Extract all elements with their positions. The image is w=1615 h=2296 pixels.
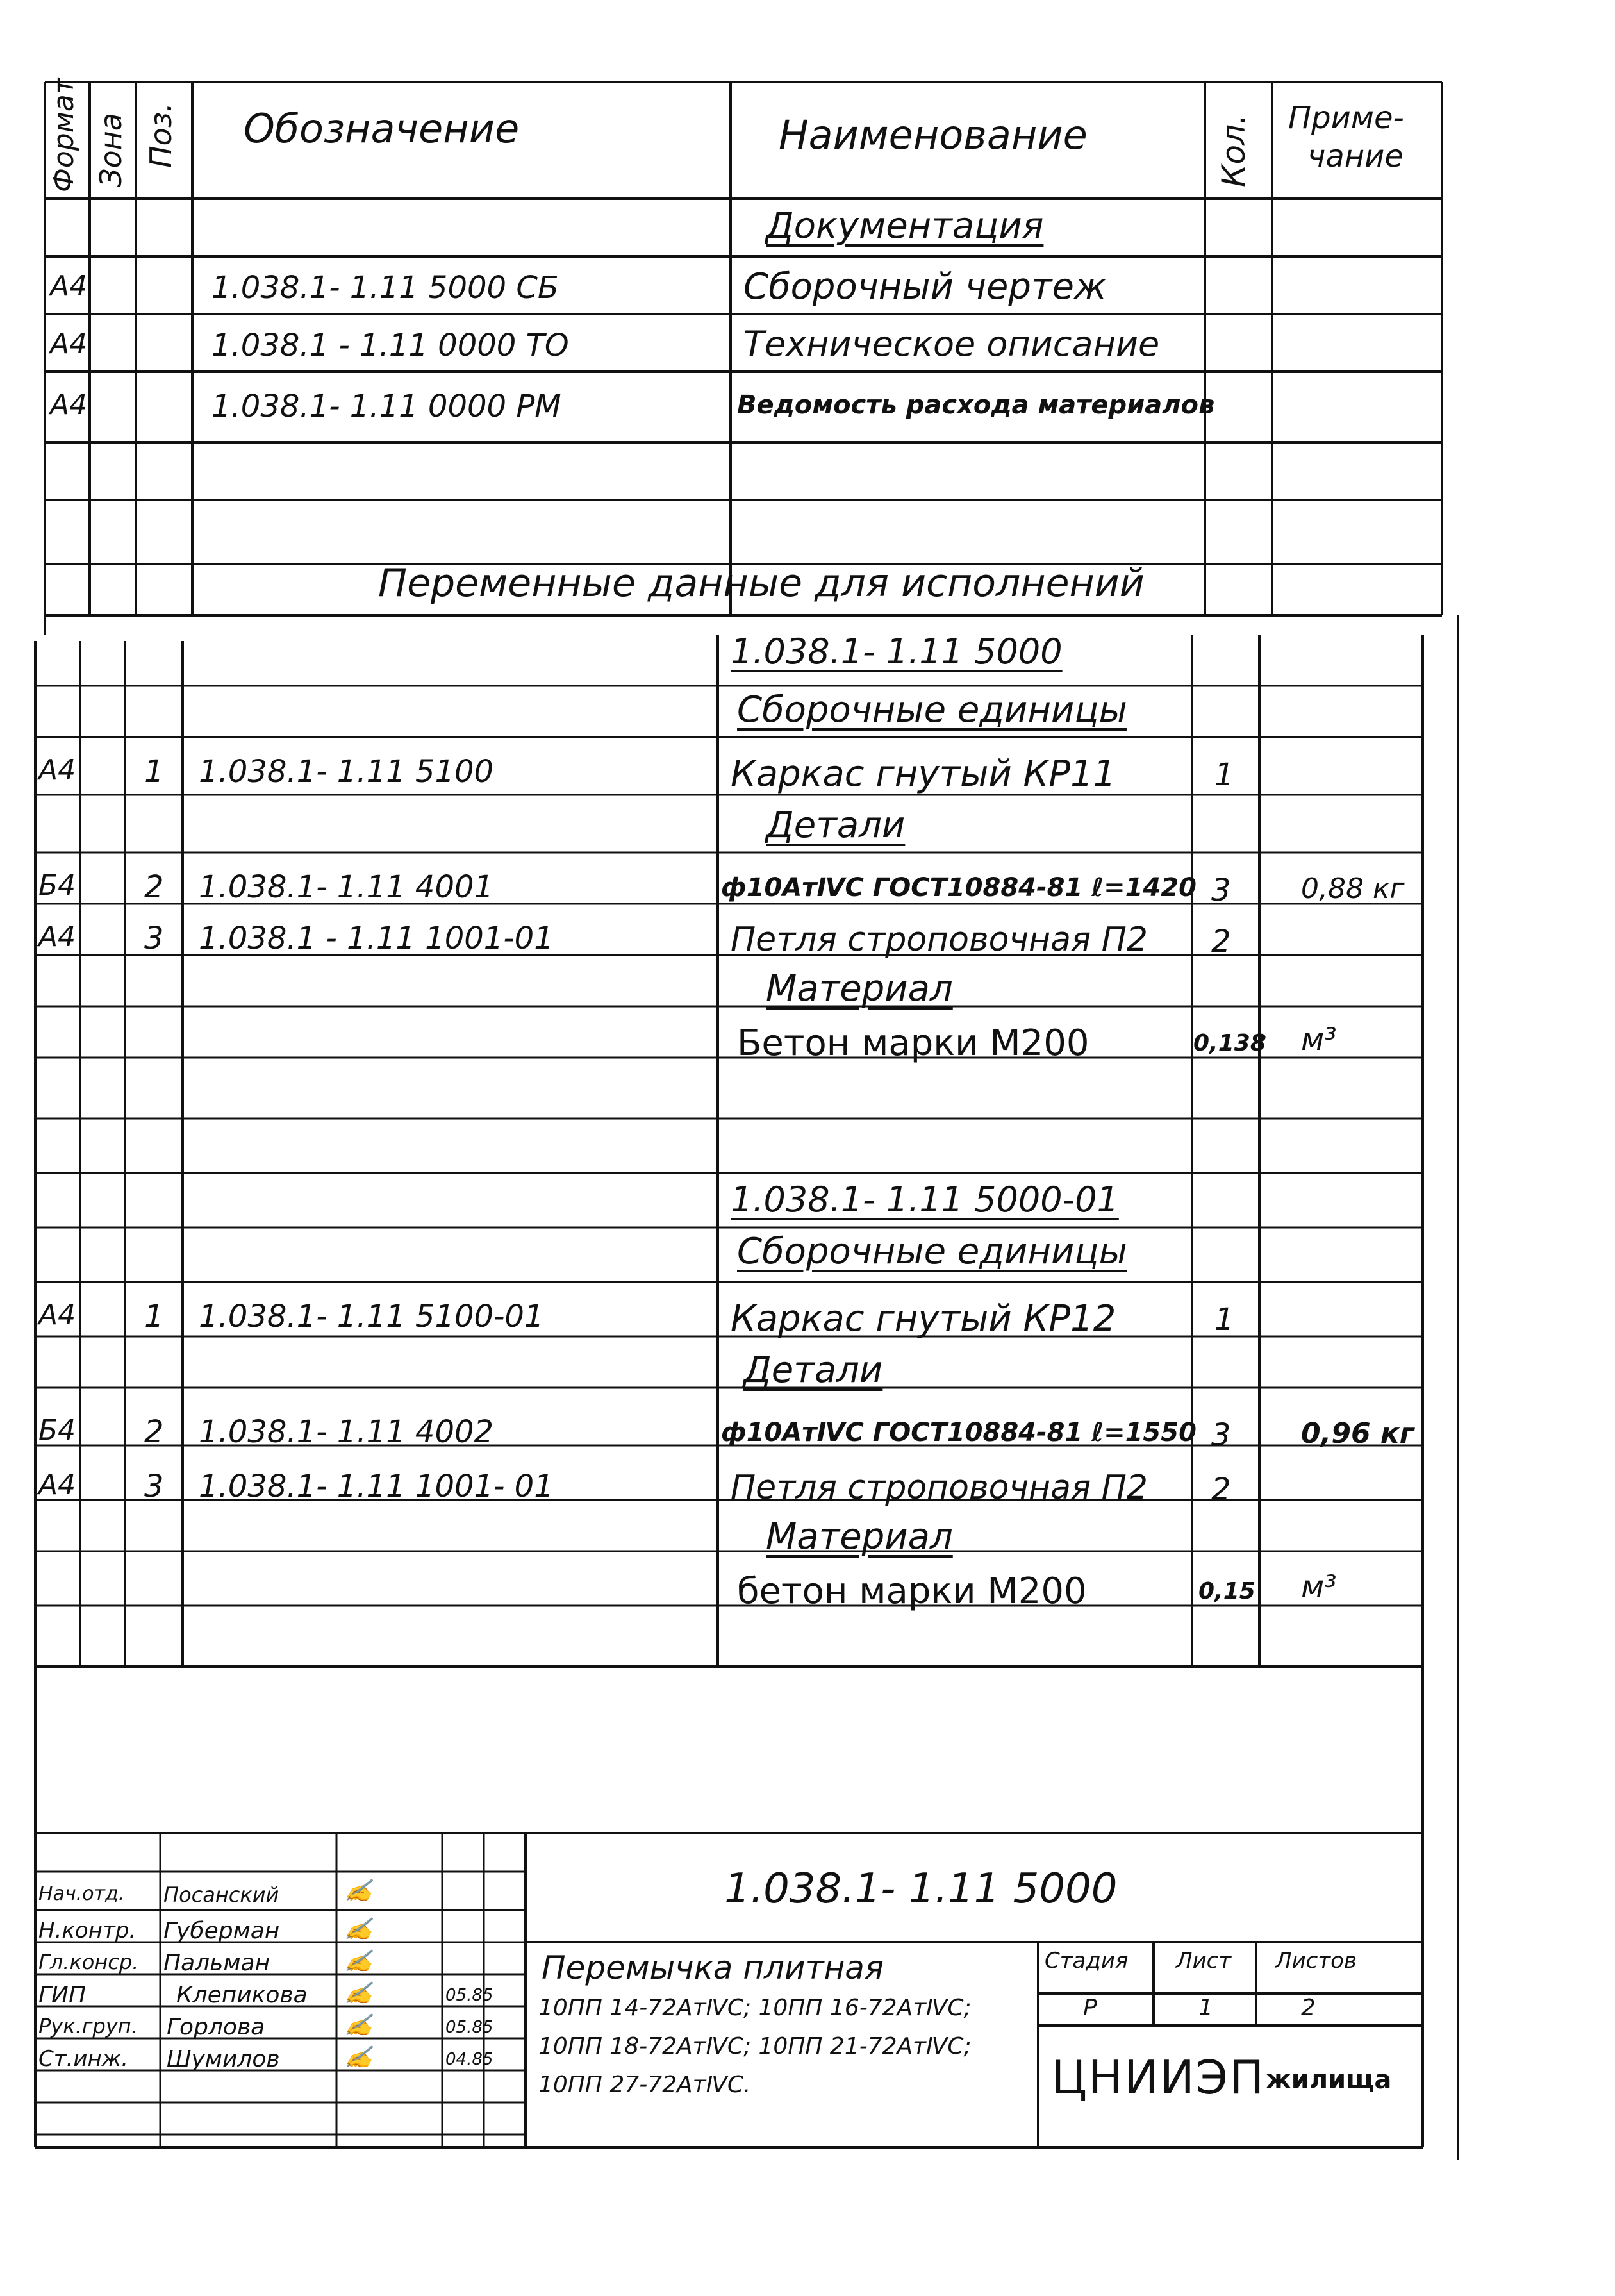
sheet-value: 1 (1198, 1995, 1213, 2021)
v2-material-name: бетон марки М200 (737, 1570, 1087, 1612)
v1-detail1-pos: 2 (144, 869, 164, 905)
variant2-assemblies-title: Сборочные единицы (737, 1231, 1127, 1272)
v1-detail1-designation: 1.038.1- 1.11 4001 (199, 869, 494, 905)
sig-name-2: Губерман (163, 1918, 280, 1944)
v2-detail2-pos: 3 (144, 1468, 164, 1504)
v2-detail1-pos: 2 (144, 1414, 164, 1450)
signature-6: ✍ (342, 2045, 377, 2070)
org-sub: жилища (1266, 2065, 1392, 2095)
v2-detail1-note: 0,96 кг (1301, 1417, 1414, 1450)
v1-detail1-name: ф10АтⅣС ГОСТ10884-81 ℓ=1420 (721, 873, 1197, 903)
v2-assembly-designation: 1.038.1- 1.11 5100-01 (199, 1299, 544, 1335)
title-block-code: 1.038.1- 1.11 5000 (724, 1865, 1118, 1913)
doc-format-2: А4 (50, 328, 88, 360)
v1-material-title: Материал (766, 968, 953, 1010)
header-designation: Обозначение (244, 105, 520, 152)
v2-material-title: Материал (766, 1516, 953, 1558)
doc-name-2: Техническое описание (743, 324, 1160, 364)
sig-date-6: 04.85 (445, 2050, 493, 2069)
sig-role-6: Ст.инж. (38, 2046, 129, 2072)
header-note-line2: чание (1307, 138, 1404, 174)
signature-1: ✍ (342, 1878, 377, 1904)
signature-3: ✍ (342, 1949, 377, 1974)
sig-name-1: Посанский (163, 1883, 279, 1907)
doc-format-3: А4 (50, 388, 88, 421)
v2-detail2-qty: 2 (1211, 1472, 1231, 1508)
header-pos: Поз. (144, 103, 178, 168)
sig-name-6: Шумилов (167, 2046, 280, 2072)
v2-detail2-format: А4 (38, 1468, 76, 1501)
section-documentation: Документация (766, 205, 1044, 247)
sig-name-3: Пальман (163, 1950, 270, 1976)
sig-name-5: Горлова (167, 2014, 265, 2040)
doc-designation-1: 1.038.1- 1.11 5000 СБ (211, 270, 559, 306)
sheets-label: Листов (1275, 1948, 1357, 1974)
signature-5: ✍ (342, 2013, 377, 2038)
v1-assembly-pos: 1 (144, 754, 164, 790)
v2-assembly-pos: 1 (144, 1299, 164, 1335)
sig-role-5: Рук.груп. (38, 2014, 138, 2038)
stage-value: Р (1083, 1995, 1097, 2021)
v1-detail2-designation: 1.038.1 - 1.11 1001-01 (199, 920, 554, 956)
v1-detail1-note: 0,88 кг (1301, 872, 1405, 905)
v2-detail1-format: Б4 (38, 1414, 76, 1447)
product-line-3: 10ПП 18-72АтⅣС; 10ПП 21-72АтⅣС; (538, 2033, 972, 2059)
v1-detail1-format: Б4 (38, 869, 76, 902)
sig-role-3: Гл.конср. (38, 1950, 139, 1974)
v1-material-qty: 0,138 (1193, 1030, 1266, 1056)
header-name: Наименование (779, 112, 1088, 158)
doc-format-1: А4 (50, 270, 88, 303)
v1-detail2-name: Петля строповочная П2 (731, 920, 1148, 959)
v1-detail2-pos: 3 (144, 920, 164, 956)
product-line-2: 10ПП 14-72АтⅣС; 10ПП 16-72АтⅣС; (538, 1995, 972, 2021)
sig-role-2: Н.контр. (38, 1918, 137, 1943)
sig-role-1: Нач.отд. (38, 1883, 125, 1905)
doc-name-1: Сборочный чертеж (743, 266, 1107, 308)
v2-assembly-qty: 1 (1214, 1302, 1234, 1338)
v2-assembly-name: Каркас гнутый КР12 (731, 1298, 1116, 1340)
v1-material-note: м³ (1301, 1022, 1337, 1058)
variant2-code: 1.038.1- 1.11 5000-01 (731, 1179, 1119, 1220)
v2-detail1-qty: 3 (1211, 1417, 1231, 1453)
v1-detail1-qty: 3 (1211, 872, 1231, 908)
v2-detail1-name: ф10АтⅣС ГОСТ10884-81 ℓ=1550 (721, 1418, 1197, 1447)
v2-detail2-designation: 1.038.1- 1.11 1001- 01 (199, 1468, 554, 1504)
sig-role-4: ГИП (38, 1982, 87, 2008)
variable-data-heading: Переменные данные для исполнений (378, 561, 1145, 606)
v2-details-title: Детали (743, 1349, 883, 1391)
v2-material-note: м³ (1301, 1569, 1337, 1605)
v1-assembly-designation: 1.038.1- 1.11 5100 (199, 754, 494, 790)
signature-2: ✍ (342, 1917, 377, 1942)
v2-material-qty: 0,15 (1198, 1578, 1255, 1604)
org-main: ЦНИИЭП (1051, 2051, 1266, 2104)
v1-assembly-format: А4 (38, 754, 76, 786)
product-line-4: 10ПП 27-72АтⅣС. (538, 2072, 751, 2098)
v1-assembly-qty: 1 (1214, 757, 1234, 793)
v1-assembly-name: Каркас гнутый КР11 (731, 753, 1116, 795)
signature-4: ✍ (342, 1981, 377, 2006)
v2-detail2-name: Петля строповочная П2 (731, 1468, 1148, 1507)
header-zone: Зона (94, 113, 128, 187)
header-note-line1: Приме- (1288, 100, 1404, 136)
v2-detail1-designation: 1.038.1- 1.11 4002 (199, 1414, 494, 1450)
doc-name-3: Ведомость расхода материалов (737, 390, 1215, 420)
v1-detail2-format: А4 (38, 920, 76, 953)
sig-date-4: 05.85 (445, 1986, 493, 2005)
variant1-code: 1.038.1- 1.11 5000 (731, 631, 1063, 672)
sheet-label: Лист (1176, 1948, 1232, 1974)
v1-material-name: Бетон марки М200 (737, 1022, 1089, 1064)
v1-details-title: Детали (766, 804, 906, 846)
sig-name-4: Клепикова (176, 1982, 308, 2008)
stage-label: Стадия (1045, 1948, 1129, 1974)
product-line-1: Перемычка плитная (542, 1949, 884, 1986)
sig-date-5: 05.85 (445, 2018, 493, 2037)
doc-designation-2: 1.038.1 - 1.11 0000 ТО (211, 328, 569, 363)
v1-detail2-qty: 2 (1211, 924, 1231, 960)
doc-designation-3: 1.038.1- 1.11 0000 РМ (211, 388, 561, 424)
v2-assembly-format: А4 (38, 1299, 76, 1331)
sheets-value: 2 (1301, 1995, 1316, 2021)
header-qty: Кол. (1215, 114, 1252, 187)
header-format: Формат (47, 78, 80, 192)
variant1-assemblies-title: Сборочные единицы (737, 689, 1127, 731)
